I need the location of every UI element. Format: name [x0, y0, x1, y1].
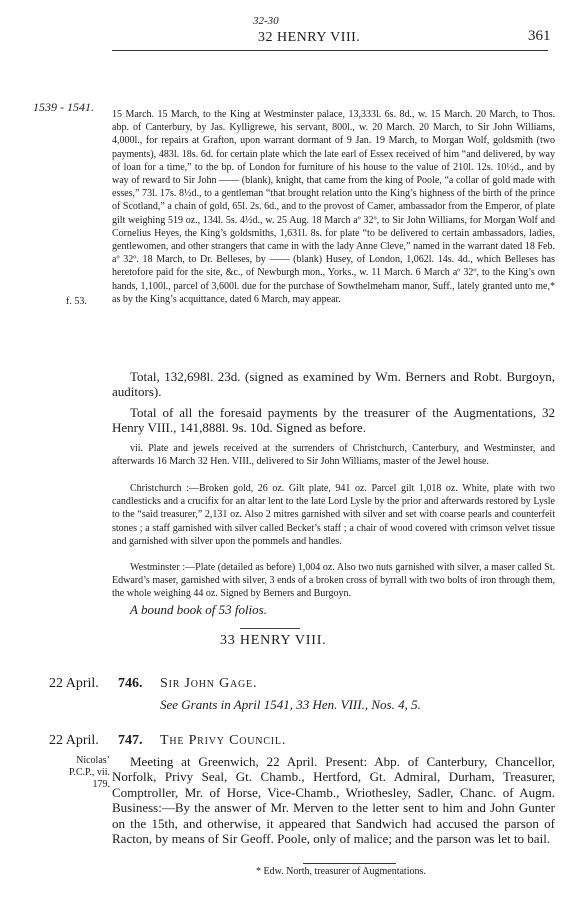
- source-reference: Nicolas’ P.C.P., vii. 179.: [68, 755, 110, 790]
- section-title: 33 HENRY VIII.: [220, 633, 327, 648]
- years-annotation: 1539 - 1541.: [33, 100, 94, 114]
- section-rule: [240, 628, 300, 629]
- plate-jewels-paragraph: vii. Plate and jewels received at the surrenders of Christchurch, Canterbury, and Westminster, and afterwards 16 March 32 Hen. VIII., delivered to Sir John Williams, master of the Jewel house.: [112, 443, 555, 468]
- page-number: 361: [528, 28, 551, 44]
- header-rule: [112, 50, 548, 51]
- pencil-annotation: 32-30: [253, 15, 279, 27]
- folio-marker: f. 53.: [66, 296, 87, 307]
- entry-title: The Privy Council.: [160, 733, 287, 748]
- total-paragraph: Total, 132,698l. 23d. (signed as examined by Wm. Berners and Robt. Burgoyn, auditors).: [112, 369, 555, 400]
- entry-number: 747.: [118, 733, 143, 748]
- footnote-rule: [303, 863, 396, 864]
- council-meeting-paragraph: Meeting at Greenwich, 22 April. Present: Abp. of Canterbury, Chancellor, Norfolk, Privy Seal, Gt. Chamb., Hertford, Gt. Admiral, Durham, Treasurer, Comptroller, Mr. of Horse, Vice-Chamb., Wriothesley, Sadler, Chanc. of Augm. Business:—By the answer of Mr. Merven to the letter sent to him and John Gunter on the 15th, and otherwise, it appeared that Sandwich had accused the parson of Racton, by means of Sir Geoff. Poole, only of malice; and the parson was let to bail.: [112, 754, 555, 847]
- payments-paragraph: 15 March. 15 March, to the King at Westminster palace, 13,333l. 6s. 8d., w. 15 March. 20 March, to Thos. abp. of Canterbury, by Jas. Kylligrewe, his servant, 800l., w. 20 March. 20 March, to Sir John Williams, 4,000l., for repairs at Grafton, upon warrant dormant of 9 Jan. 19 March, to Morgan Wolf, goldsmith (two payments), 483l. 18s. 6d. for certain plate which the late earl of Essex received of him “and delivered, by way of loan for a time,” to the bp. of London for furniture of his house to the value of 210l. 12s. 10½d., and by way of reward to Sir John —— (blank), knight, that came from the king of Poole, “a collar of gold made with esses,” 73l. 17s. 8½d., to a gentleman “that brought relation unto the King’s highness of the birth of the prince of Scotland,” a chain of gold, 65l. 2s. 6d., and to the provost of Camer, ambassador from the Emperor, of plate gilt weighing 519 oz., 134l. 5s. 4½d., w. 25 Aug. 18 March aº 32º, to Sir John Williams, for Morgan Wolf and Cornelius Heyes, the King’s goldsmiths, 1,631l. 8s. for plate “to be delivered to certain ambassadors, ladies, gentlewomen, and other strangers that came in with the lady Anne Cleve,” named in the warrant dated 18 Feb. aº 32º. 18 March, to Dr. Belleses, by —— (blank) Husey, of London, 1,062l. 14s. 4d., which Belleses has heretofore paid for the site, &c., of Newburgh mon., Yorks., w. 11 March. 6 March aº 32º, to the King’s own hands, 1,100l., parcel of 3,600l. due for the purchase of Sowthelmeham manor, Suff., lately granted unto me,* as by the King’s acquittance, dated 6 March, may appear.: [112, 109, 555, 305]
- entry-title: Sir John Gage.: [160, 676, 258, 691]
- entry-date: 22 April.: [49, 733, 99, 748]
- entry-date: 22 April.: [49, 676, 99, 691]
- entry-number: 746.: [118, 676, 143, 691]
- westminster-paragraph: Westminster :—Plate (detailed as before) 1,004 oz. Also two nuts garnished with silver, a maser called St. Edward’s maser, garnished with silver, 3 ends of a broken cross of byrrall with two bolts of iron through them, the whole weighing 44 oz. Signed by Berners and Burgoyn.: [112, 562, 555, 600]
- running-title: 32 HENRY VIII.: [258, 30, 361, 45]
- grand-total-paragraph: Total of all the foresaid payments by the treasurer of the Augmentations, 32 Henry VIII., 141,888l. 9s. 10d. Signed as before.: [112, 405, 555, 436]
- christchurch-paragraph: Christchurch :—Broken gold, 26 oz. Gilt plate, 941 oz. Parcel gilt 1,018 oz. White, plate with two candlesticks and a crucifix for an altar lent to the late Lord Lysle by the prior and afterwards restored by Lysle to the “said treasurer,” 2,131 oz. Also 2 mitres garnished with silver and set with coarse pearls and counterfeit stones ; a staff garnished with silver called Becket’s staff ; a chair of wood covered with crimson velvet tissue and garnished with silver upon the pommels and handles.: [112, 483, 555, 547]
- footnote: * Edw. North, treasurer of Augmentations.: [256, 866, 426, 877]
- bound-book-note: A bound book of 53 folios.: [130, 602, 267, 617]
- entry-cross-reference: See Grants in April 1541, 33 Hen. VIII., Nos. 4, 5.: [160, 697, 421, 712]
